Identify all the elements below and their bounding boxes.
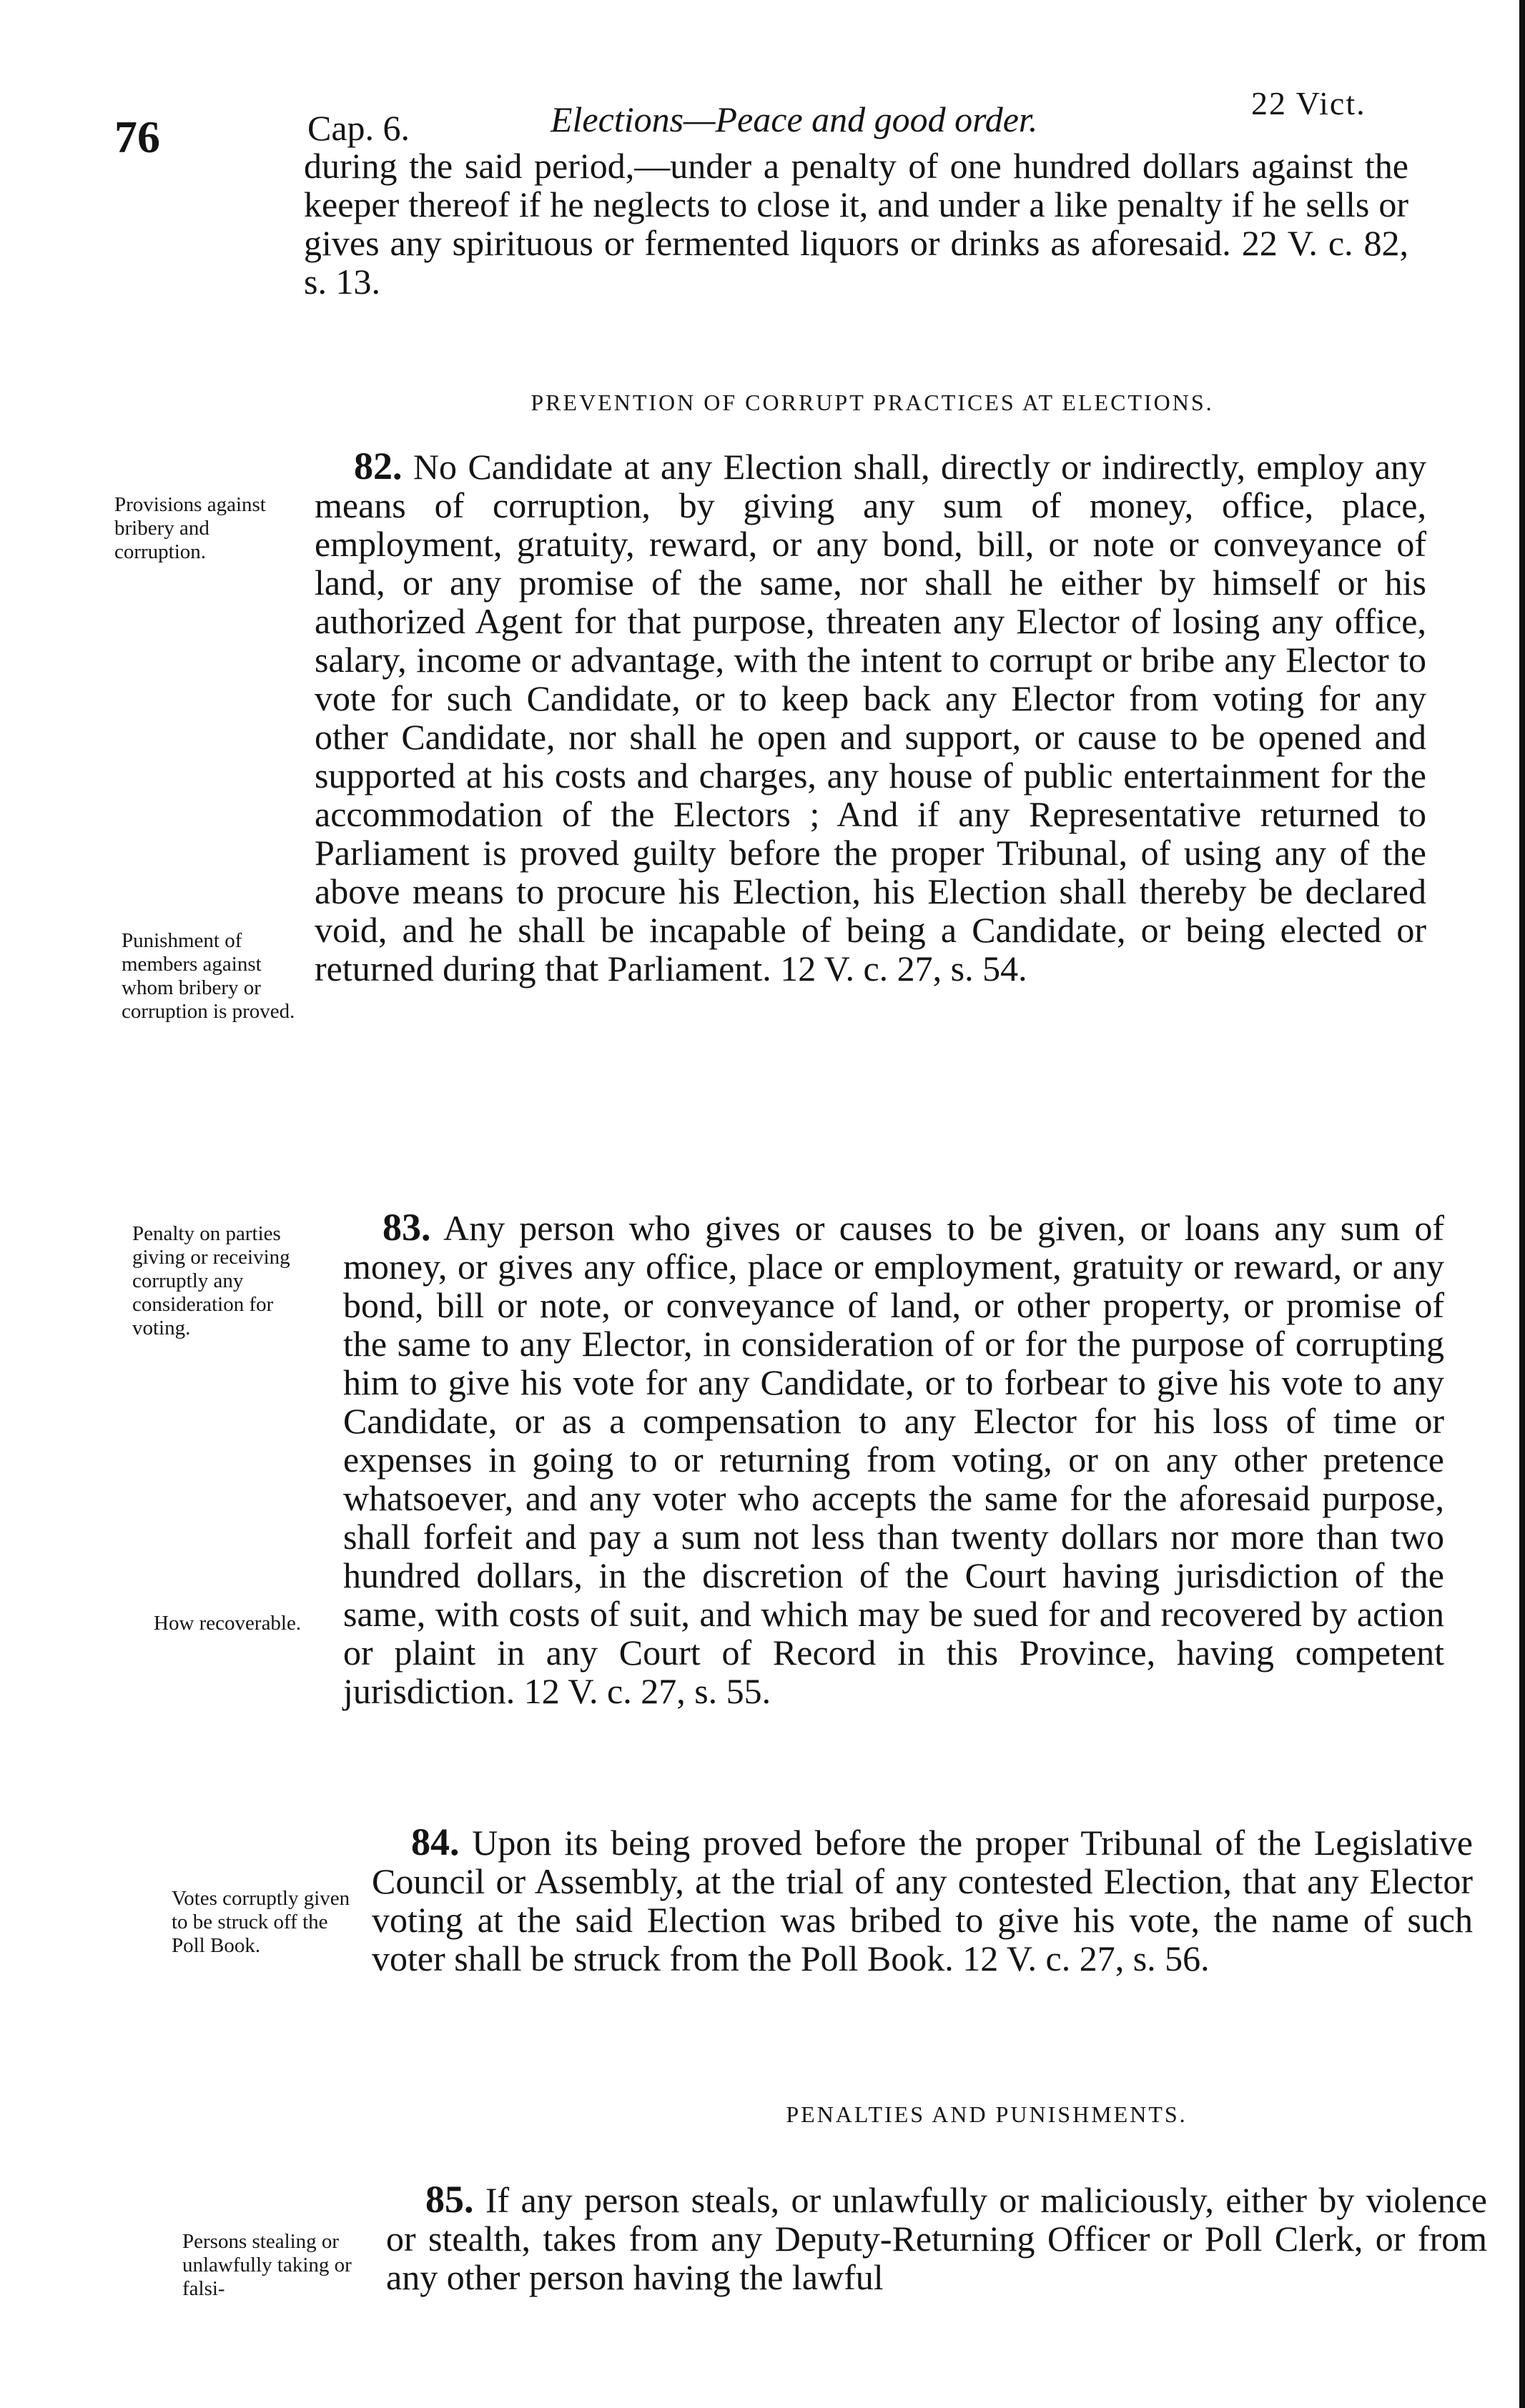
regnal-year: 22 Vict.	[1251, 85, 1366, 122]
margin-note-votes-struck: Votes corruptly given to be struck off the Poll Book.	[172, 1887, 350, 1957]
section-text: Upon its being proved before the proper Tribunal of the Legislative Council or Assembly, at the trial of any contested Election, that any Elector voting at the said Election was bribed to give his vote, the name of such voter shall be struck from the Poll Book. 12 V. c. 27, s. 56.	[372, 1823, 1473, 1978]
margin-note-recoverable: How recoverable.	[154, 1612, 302, 1635]
margin-note-punishment: Punishment of members against whom bribery or corruption is proved.	[122, 929, 295, 1023]
continuation-paragraph: during the said period,—under a penalty of one hundred dollars against the keeper thereof if he neglects to close it, and under a like penalty if he sells or gives any spirituous or fermented liquors or drinks as aforesaid. 22 V. c. 82, s. 13.	[304, 146, 1408, 302]
section-text: If any person steals, or unlawfully or maliciously, either by violence or stealth, takes from any Deputy-Returning Officer or Poll Clerk, or from any other person having the lawful	[386, 2180, 1488, 2297]
section-number: 82.	[354, 445, 403, 487]
margin-note-persons-stealing: Persons stealing or unlawfully taking or falsi-	[182, 2230, 352, 2300]
section-85	[386, 2180, 1487, 2296]
section-84	[372, 1820, 1473, 1978]
section-heading-penalties: PENALTIES AND PUNISHMENTS.	[786, 2101, 1188, 2127]
margin-note-penalty: Penalty on parties giving or receiving corruptly any consideration for voting.	[132, 1222, 290, 1339]
section-text: Any person who gives or causes to be given, or loans any sum of money, or gives any office, place or employment, gratuity or reward, or any bond, bill or note, or conveyance of land, or other property, or promise of the same to any Elector, in consideration of or for the purpose of corrupting him to give his vote for any Candidate, or to forbear to give his vote to any Candidate, or as a compensation to any Elector for his loss of time or expenses in going to or returning from voting, or on any other pretence whatsoever, and any voter who accepts the same for the aforesaid purpose, shall forfeit and pay a sum not less than twenty dollars nor more than two hundred dollars, in the discretion of the Court having jurisdiction of the same, with costs of suit, and which may be sued for and recovered by action or plaint in any Court of Record in this Province, having competent jurisdiction. 12 V. c. 27, s. 55.	[343, 1208, 1444, 1711]
section-83	[343, 1208, 1444, 1710]
page-edge-rule	[1519, 0, 1525, 2408]
section-number: 84.	[411, 1820, 460, 1863]
section-82	[315, 447, 1426, 988]
section-text: No Candidate at any Election shall, directly or indirectly, employ any means of corruption, by giving any sum of money, office, place, employment, gratuity, reward, or any bond, bill, or note or conveyance of land, or any promise of the same, nor shall he either by himself or his authorized Agent for that purpose, threaten any Elector of losing any office, salary, income or advantage, with the intent to corrupt or bribe any Elector to vote for such Candidate, or to keep back any Elector from voting for any other Candidate, nor shall he open and support, or cause to be opened and supported at his costs and charges, any house of public entertainment for the accommodation of the Electors ; And if any Representative returned to Parliament is proved guilty before the proper Tribunal, of using any of the above means to procure his Election, his Election shall thereby be declared void, and he shall be incapable of being a Candidate, or being elected or returned during that Parliament. 12 V. c. 27, s. 54.	[315, 447, 1427, 989]
running-title: Elections—Peace and good order.	[551, 99, 1038, 139]
section-number: 83.	[383, 1206, 431, 1249]
running-header	[0, 79, 1525, 162]
page-number: 76	[114, 112, 160, 162]
section-number: 85.	[425, 2178, 474, 2221]
section-heading-prevention: PREVENTION OF CORRUPT PRACTICES AT ELECTIONS.	[530, 390, 1214, 415]
chapter-label: Cap. 6.	[307, 108, 410, 148]
margin-note-provisions: Provisions against bribery and corruption.	[114, 493, 266, 563]
